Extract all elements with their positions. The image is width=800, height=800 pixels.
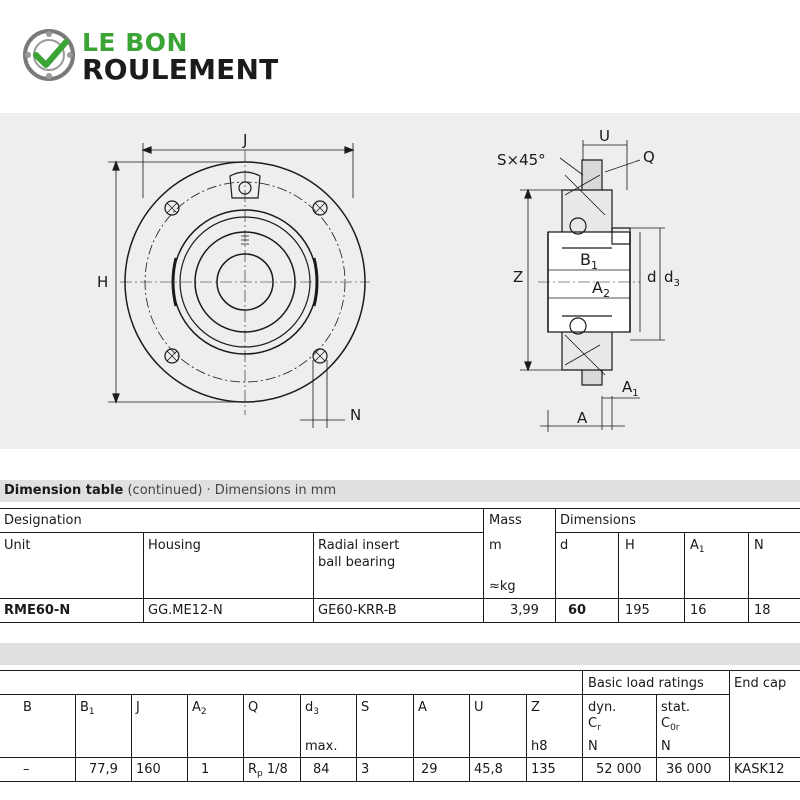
header-Cr: $C_r$ (588, 716, 601, 733)
row-C0r: 36 000 (666, 762, 712, 777)
header-dyn: dyn. (588, 700, 617, 715)
row-unit: RME60-N (4, 603, 71, 618)
header-C0r: $C_{0r}$ (661, 716, 680, 733)
header-d3: $d_3$ (305, 700, 319, 717)
row-A1: 16 (690, 603, 707, 618)
header-A: A (418, 700, 427, 715)
header-kg: ≈kg (489, 579, 516, 594)
header-housing: Housing (148, 538, 201, 553)
header-Z-tol: h8 (531, 739, 548, 754)
label-S45: S×45° (497, 151, 546, 169)
row-d3: 84 (313, 762, 330, 777)
logo-line-2: ROULEMENT (82, 53, 279, 86)
label-d3: $d_3$ (664, 268, 680, 289)
rule (143, 532, 144, 622)
header-mass: Mass (489, 513, 522, 528)
row-d: 60 (568, 603, 587, 618)
header-Z: Z (531, 700, 540, 715)
row-end-cap: KASK12 (734, 762, 785, 777)
rule (0, 508, 800, 509)
label-Z: Z (513, 268, 524, 286)
header-N-stat: N (661, 739, 671, 754)
rule (469, 694, 470, 781)
brand-logo (22, 26, 302, 86)
rule (75, 694, 76, 781)
rule (483, 508, 484, 622)
label-A2: $A_2$ (592, 278, 610, 300)
rule (0, 598, 800, 599)
row-insert: GE60-KRR-B (318, 603, 397, 618)
header-end-cap: End cap (734, 676, 787, 691)
table-title (0, 480, 800, 502)
row-B: – (23, 762, 30, 777)
row-S: 3 (361, 762, 370, 777)
rule (0, 622, 800, 623)
label-J: J (243, 131, 248, 149)
header-A2: $A_2$ (192, 700, 207, 717)
row-Q: $R_p$ 1/8 (248, 762, 288, 779)
header-d3-max: max. (305, 739, 338, 754)
rule (300, 694, 301, 781)
row-Z: 135 (531, 762, 556, 777)
rule (555, 508, 556, 622)
row-A: 29 (421, 762, 438, 777)
row-B1: 77,9 (89, 762, 118, 777)
rule (748, 532, 749, 622)
rule (582, 670, 583, 781)
rule (684, 532, 685, 622)
rule (356, 694, 357, 781)
label-A1: $A_1$ (622, 378, 639, 399)
header-B: B (23, 700, 32, 715)
header-stat: stat. (661, 700, 691, 715)
header-designation: Designation (4, 513, 82, 528)
header-U: U (474, 700, 484, 715)
rule (0, 757, 800, 758)
rule (187, 694, 188, 781)
header-N-dyn: N (588, 739, 598, 754)
technical-drawing (0, 113, 800, 449)
label-d: d (647, 268, 657, 286)
header-m: m (489, 538, 502, 553)
table-title-rest: (continued) · Dimensions in mm (127, 483, 337, 498)
rule (413, 694, 414, 781)
label-N: N (350, 406, 362, 424)
header-J: J (136, 700, 140, 715)
row-mass: 3,99 (510, 603, 539, 618)
row-N: 18 (754, 603, 771, 618)
header-S: S (361, 700, 370, 715)
rule (618, 532, 619, 622)
row-J: 160 (136, 762, 161, 777)
rule (0, 532, 483, 533)
header-insert-l2: ball bearing (318, 555, 396, 570)
rule (555, 532, 800, 533)
front-view (108, 143, 370, 428)
rule (656, 694, 657, 781)
label-Q: Q (643, 148, 655, 166)
row-Cr: 52 000 (596, 762, 642, 777)
row-U: 45,8 (474, 762, 503, 777)
label-B1: $B_1$ (580, 250, 598, 272)
rule (729, 670, 730, 781)
header-basic-load: Basic load ratings (588, 676, 704, 691)
header-d: d (560, 538, 569, 553)
bearing-check-icon (22, 28, 76, 82)
header-A1: $A_1$ (690, 538, 705, 555)
section-divider (0, 643, 800, 665)
logo-line-1: LE BON (82, 28, 188, 57)
rule (131, 694, 132, 781)
rule (243, 694, 244, 781)
rule (0, 781, 800, 782)
rule (313, 532, 314, 622)
rule (526, 694, 527, 781)
header-insert-l1: Radial insert (318, 538, 400, 553)
header-B1: $B_1$ (80, 700, 95, 717)
label-U: U (599, 127, 610, 145)
header-Q: Q (248, 700, 259, 715)
row-housing: GG.ME12-N (148, 603, 223, 618)
table-title-bold: Dimension table (4, 483, 124, 498)
header-dimensions: Dimensions (560, 513, 636, 528)
row-A2: 1 (201, 762, 210, 777)
rule (0, 670, 800, 671)
header-N: N (754, 538, 764, 553)
label-A: A (577, 409, 588, 427)
rule (0, 694, 729, 695)
label-H: H (97, 273, 109, 291)
header-H: H (625, 538, 635, 553)
drawing-canvas (0, 113, 800, 449)
header-unit: Unit (4, 538, 31, 553)
row-H: 195 (625, 603, 650, 618)
